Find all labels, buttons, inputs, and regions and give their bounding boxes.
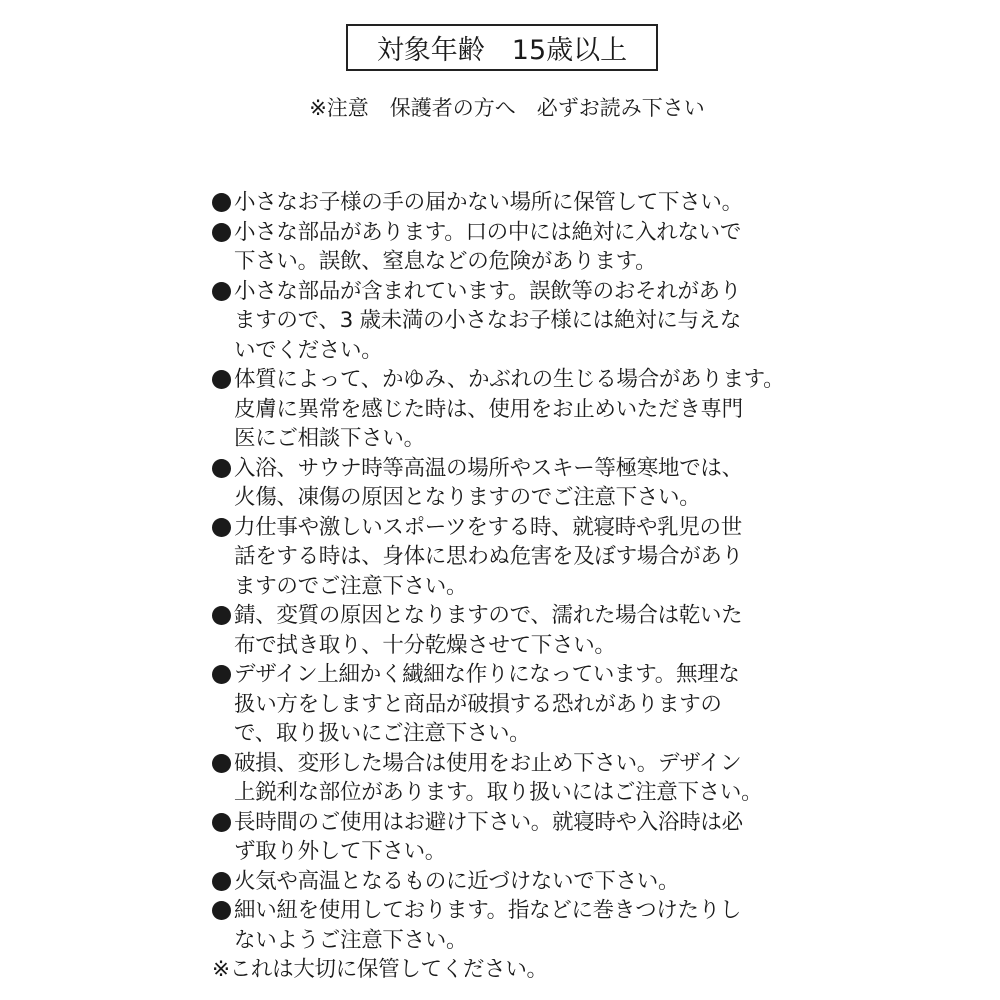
warning-line: 医にご相談下さい。 — [234, 426, 425, 451]
warning-item — [212, 601, 812, 660]
guardian-notice: ※注意 保護者の方へ 必ずお読み下さい — [309, 96, 705, 120]
warning-list — [212, 188, 812, 985]
bullet-icon — [212, 188, 234, 218]
warning-item — [212, 867, 812, 897]
warning-line: いでください。 — [234, 337, 383, 363]
bullet-icon — [212, 365, 234, 395]
warning-line: 力仕事や激しいスポーツをする時、就寝時や乳児の世 — [234, 514, 742, 540]
bullet-icon — [212, 808, 234, 838]
bullet-icon — [212, 867, 234, 897]
warning-line: 小さな部品があります。口の中には絶対に入れないで — [234, 219, 742, 245]
warning-item — [212, 188, 812, 218]
warning-line: ますので、3 歳未満の小さなお子様には絶対に与えな — [234, 308, 742, 333]
bullet-icon — [212, 749, 234, 779]
warning-line: 下さい。誤飲、窒息などの危険があります。 — [234, 249, 657, 274]
footer-note-item — [212, 955, 812, 985]
warning-line: ないようご注意下さい。 — [234, 927, 468, 953]
warning-item — [212, 513, 812, 602]
warning-item — [212, 749, 812, 808]
bullet-icon — [212, 513, 234, 543]
warning-item — [212, 896, 812, 955]
warning-line: 布で拭き取り、十分乾燥させて下さい。 — [234, 632, 616, 658]
bullet-icon — [212, 660, 234, 690]
target-age-box — [346, 24, 658, 71]
warning-item — [212, 808, 812, 867]
bullet-icon — [212, 277, 234, 307]
warning-item — [212, 454, 812, 513]
warning-line: 皮膚に異常を感じた時は、使用をお止めいただき専門 — [234, 396, 743, 422]
warning-line: 小さなお子様の手の届かない場所に保管して下さい。 — [234, 190, 743, 215]
footer-note: ※これは大切に保管してください。 — [212, 957, 548, 982]
bullet-icon — [212, 601, 234, 631]
target-age-label: 対象年齢 15歳以上 — [376, 35, 628, 66]
bullet-icon — [212, 454, 234, 484]
warning-line: デザイン上細かく繊細な作りになっています。無理な — [234, 662, 740, 687]
warning-line: ず取り外して下さい。 — [234, 839, 447, 864]
bullet-icon — [212, 218, 234, 248]
warning-line: で、取り扱いにご注意下さい。 — [234, 721, 531, 746]
warning-item — [212, 218, 812, 277]
warning-line: ますのでご注意下さい。 — [234, 573, 468, 599]
warning-line: 体質によって、かゆみ、かぶれの生じる場合があります。 — [234, 367, 785, 392]
warning-line: 破損、変形した場合は使用をお止め下さい。デザイン — [234, 750, 742, 776]
warning-line: 長時間のご使用はお避け下さい。就寝時や入浴時は必 — [234, 809, 743, 835]
warning-line: 錆、変質の原因となりますので、濡れた場合は乾いた — [234, 603, 743, 628]
warning-line: 入浴、サウナ時等高温の場所やスキー等極寒地では、 — [234, 455, 743, 481]
warning-line: 扱い方をしますと商品が破損する恐れがありますの — [234, 691, 722, 717]
warning-line: 上鋭利な部位があります。取り扱いにはご注意下さい。 — [234, 780, 763, 805]
warning-line: 火傷、凍傷の原因となりますのでご注意下さい。 — [234, 485, 701, 510]
warning-item — [212, 365, 812, 454]
warning-item — [212, 660, 812, 749]
warning-line: 火気や高温となるものに近づけないで下さい。 — [234, 868, 680, 894]
warning-line: 小さな部品が含まれています。誤飲等のおそれがあり — [234, 278, 742, 304]
warning-line: 話をする時は、身体に思わぬ危害を及ぼす場合があり — [234, 544, 743, 569]
warning-line: 細い紐を使用しております。指などに巻きつけたりし — [234, 898, 742, 923]
bullet-icon — [212, 896, 234, 926]
warning-item — [212, 277, 812, 366]
